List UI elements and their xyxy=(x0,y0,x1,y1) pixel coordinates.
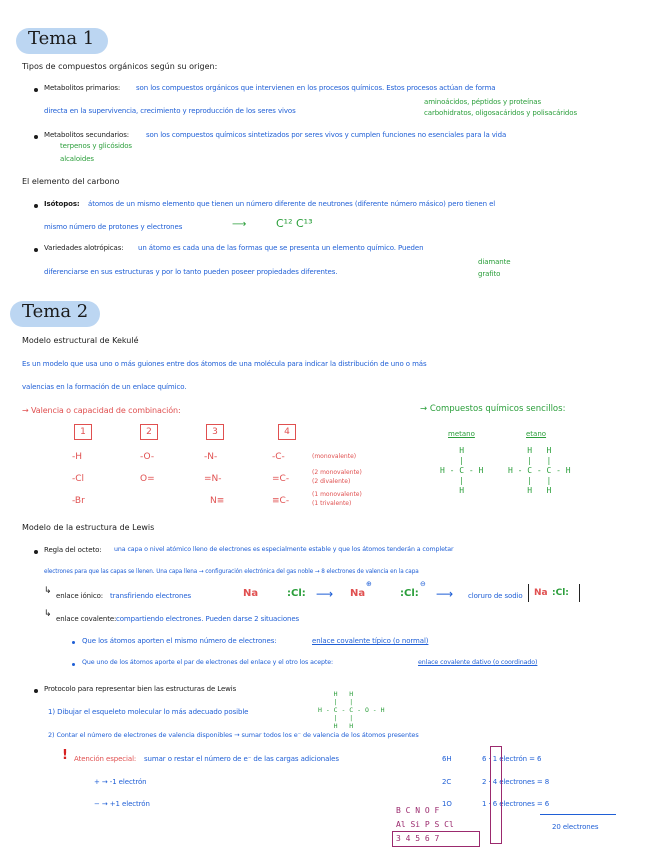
calc-3-atom: 1O xyxy=(442,800,452,808)
bullet xyxy=(72,641,75,644)
valencia-3-row-2: =N- xyxy=(204,474,222,484)
tema1-title: Tema 1 xyxy=(28,28,95,49)
atencion-text: sumar o restar el número de e⁻ de las cargas adicionales xyxy=(144,755,339,763)
regla-octeto-label: Regla del octeto: xyxy=(44,546,102,554)
alotropicas-text-2: diferenciarse en sus estructuras y por lo tanto pueden poseer propiedades diferentes. xyxy=(44,268,338,276)
valencia-4-row-2: =C- xyxy=(272,474,290,484)
bullet xyxy=(34,550,38,554)
valencia-1-row-3: -Br xyxy=(72,496,85,506)
calc-2-atom: 2C xyxy=(442,778,452,786)
table-row-3: 3 4 5 6 7 xyxy=(396,834,440,843)
alotropicas-note-1: diamante xyxy=(478,258,511,266)
step-1: 1) Dibujar el esqueleto molecular lo más adecuado posible xyxy=(48,708,249,716)
kekule-text-2: valencias en la formación de un enlace químico. xyxy=(22,383,187,391)
isotopos-text-2: mismo número de protones y electrones xyxy=(44,223,183,231)
isotopos-text-1: átomos de un mismo elemento que tienen un número diferente de neutrones (diferente número másico) pero tienen el xyxy=(88,200,496,208)
cl-ion: :Cl: xyxy=(400,588,419,599)
etano-label: etano xyxy=(526,430,547,438)
kekule-text-1: Es un modelo que usa uno o más guiones entre dos átomos de una molécula para indicar la distribución de uno o más xyxy=(22,360,427,368)
cloruro-label: cloruro de sodio xyxy=(468,592,523,600)
minus-line: − → +1 electrón xyxy=(94,800,150,808)
step-2: 2) Contar el número de electrones de valencia disponibles → sumar todos los e⁻ de valencia de los átomos presentes xyxy=(48,731,419,739)
bullet xyxy=(34,88,38,92)
valencia-2-row-2: O= xyxy=(140,474,155,484)
isotopos-label: Isótopos: xyxy=(44,200,80,208)
calc-3-value: 1 · 6 electrones = 6 xyxy=(482,800,550,808)
lewis-heading: Modelo de la estructura de Lewis xyxy=(22,523,155,532)
cl-left: :Cl: xyxy=(287,588,306,599)
metabolitos-primarios-label: Metabolitos primarios: xyxy=(44,84,121,92)
ionico-arrow: ↳ xyxy=(44,586,52,596)
valencia-title: → Valencia o capacidad de combinación: xyxy=(22,406,181,415)
valencia-1-row-2: -Cl xyxy=(72,474,85,484)
metano-structure: H | H - C - H | H xyxy=(440,446,484,495)
na-ion: Na xyxy=(350,588,366,599)
nacl-na: Na xyxy=(534,588,548,598)
alotropicas-note-2: grafito xyxy=(478,270,501,278)
plus-line: + → -1 electrón xyxy=(94,778,147,786)
valencia-3-box: 3 xyxy=(206,424,224,440)
table-row-1: B C N O F xyxy=(396,806,440,815)
tema1-heading: Tipos de compuestos orgánicos según su origen: xyxy=(22,62,218,71)
cov1-link: enlace covalente típico (o normal) xyxy=(312,637,429,645)
secundarios-note-2: alcaloides xyxy=(60,155,94,163)
protocolo-heading: Protocolo para representar bien las estructuras de Lewis xyxy=(44,685,237,693)
kekule-heading: Modelo estructural de Kekulé xyxy=(22,336,139,345)
ionico-text: transfiriendo electrones xyxy=(110,592,192,600)
bullet xyxy=(72,663,75,666)
primarios-note-1: aminoácidos, péptidos y proteínas xyxy=(424,98,542,106)
isotopos-formula: C¹² C¹³ xyxy=(276,217,313,230)
valencia-2-row-1: -O- xyxy=(140,452,155,462)
calc-2-value: 2 · 4 electrones = 8 xyxy=(482,778,550,786)
bullet xyxy=(34,689,38,693)
etano-structure: H H | | H - C - C - H | | H H xyxy=(508,446,571,495)
ethanol-structure: H H | | H - C - C - O - H | | H H xyxy=(318,690,385,730)
isotopos-arrow: ⟶ xyxy=(232,219,247,230)
v4-note-4: (1 monovalente) xyxy=(312,491,362,498)
v4-note-2: (2 monovalente) xyxy=(312,469,362,476)
table-row-2: Al Si P S Cl xyxy=(396,820,454,829)
cov1-text: Que los átomos aporten el mismo número de electrones: xyxy=(82,637,277,645)
valencia-2-box: 2 xyxy=(140,424,158,440)
v4-note-5: (1 trivalente) xyxy=(312,500,352,507)
alotropicas-text-1: un átomo es cada una de las formas que se presenta un elemento químico. Pueden xyxy=(138,244,424,252)
metabolitos-secundarios-text: son los compuestos químicos sintetizados por seres vivos y cumplen funciones no esenciales para la vida xyxy=(146,131,507,139)
bullet xyxy=(34,135,38,139)
na-left: Na xyxy=(243,588,259,599)
warning-icon: ! xyxy=(62,748,68,763)
secundarios-note-1: terpenos y glicósidos xyxy=(60,142,132,150)
metabolitos-primarios-text-2: directa en la supervivencia, crecimiento y reproducción de los seres vivos xyxy=(44,107,296,115)
group-highlight xyxy=(490,746,502,844)
cov2-link: enlace covalente dativo (o coordinado) xyxy=(418,659,538,666)
bullet xyxy=(34,204,38,208)
ionico-label: enlace iónico: xyxy=(56,592,104,600)
tema2-title: Tema 2 xyxy=(22,301,89,322)
metabolitos-primarios-text-1: son los compuestos orgánicos que intervienen en los procesos químicos. Estos procesos actúan de forma xyxy=(136,84,496,92)
na-charge: ⊕ xyxy=(366,580,372,588)
reaction-arrow: ⟶ xyxy=(316,587,334,601)
bullet xyxy=(34,248,38,252)
regla-octeto-text-2: electrones para que las capas se llenen. Una capa llena → configuración electrónica del gas noble → 8 electrones de valencia en la capa xyxy=(44,569,419,575)
valencia-1-box: 1 xyxy=(74,424,92,440)
regla-octeto-text-1: una capa o nivel atómico lleno de electrones es especialmente estable y que los átomos tenderán a completar xyxy=(114,546,454,553)
cov2-text: Que uno de los átomos aporte el par de electrones del enlace y el otro los acepte: xyxy=(82,659,334,666)
valencia-1-row-1: -H xyxy=(72,452,83,462)
calc-1-value: 6 · 1 electrón = 6 xyxy=(482,755,542,763)
covalente-text: compartiendo electrones. Pueden darse 2 situaciones xyxy=(116,615,300,623)
sum-line xyxy=(540,814,616,815)
covalente-label: enlace covalente: xyxy=(56,615,117,623)
v4-note-1: (monovalente) xyxy=(312,453,357,460)
carbono-heading: El elemento del carbono xyxy=(22,177,120,186)
valencia-4-row-3: ≡C- xyxy=(272,496,290,506)
calc-1-atom: 6H xyxy=(442,755,452,763)
compuestos-title: → Compuestos químicos sencillos: xyxy=(420,404,566,414)
product-arrow: ⟶ xyxy=(436,587,454,601)
valencia-3-row-1: -N- xyxy=(204,452,218,462)
valencia-4-row-1: -C- xyxy=(272,452,285,462)
valencia-4-box: 4 xyxy=(278,424,296,440)
metano-label: metano xyxy=(448,430,475,438)
covalente-arrow: ↳ xyxy=(44,609,52,619)
alotropicas-label: Variedades alotrópicas: xyxy=(44,244,124,252)
nacl-cl: :Cl: xyxy=(552,588,569,598)
primarios-note-2: carbohidratos, oligosacáridos y polisacáridos xyxy=(424,109,578,117)
total-electrons: 20 electrones xyxy=(552,823,599,831)
metabolitos-secundarios-label: Metabolitos secundarios: xyxy=(44,131,130,139)
atencion-label: Atención especial: xyxy=(74,755,137,763)
cl-charge: ⊖ xyxy=(420,580,426,588)
valencia-3-row-3: N≡ xyxy=(210,496,225,506)
v4-note-3: (2 divalente) xyxy=(312,478,351,485)
